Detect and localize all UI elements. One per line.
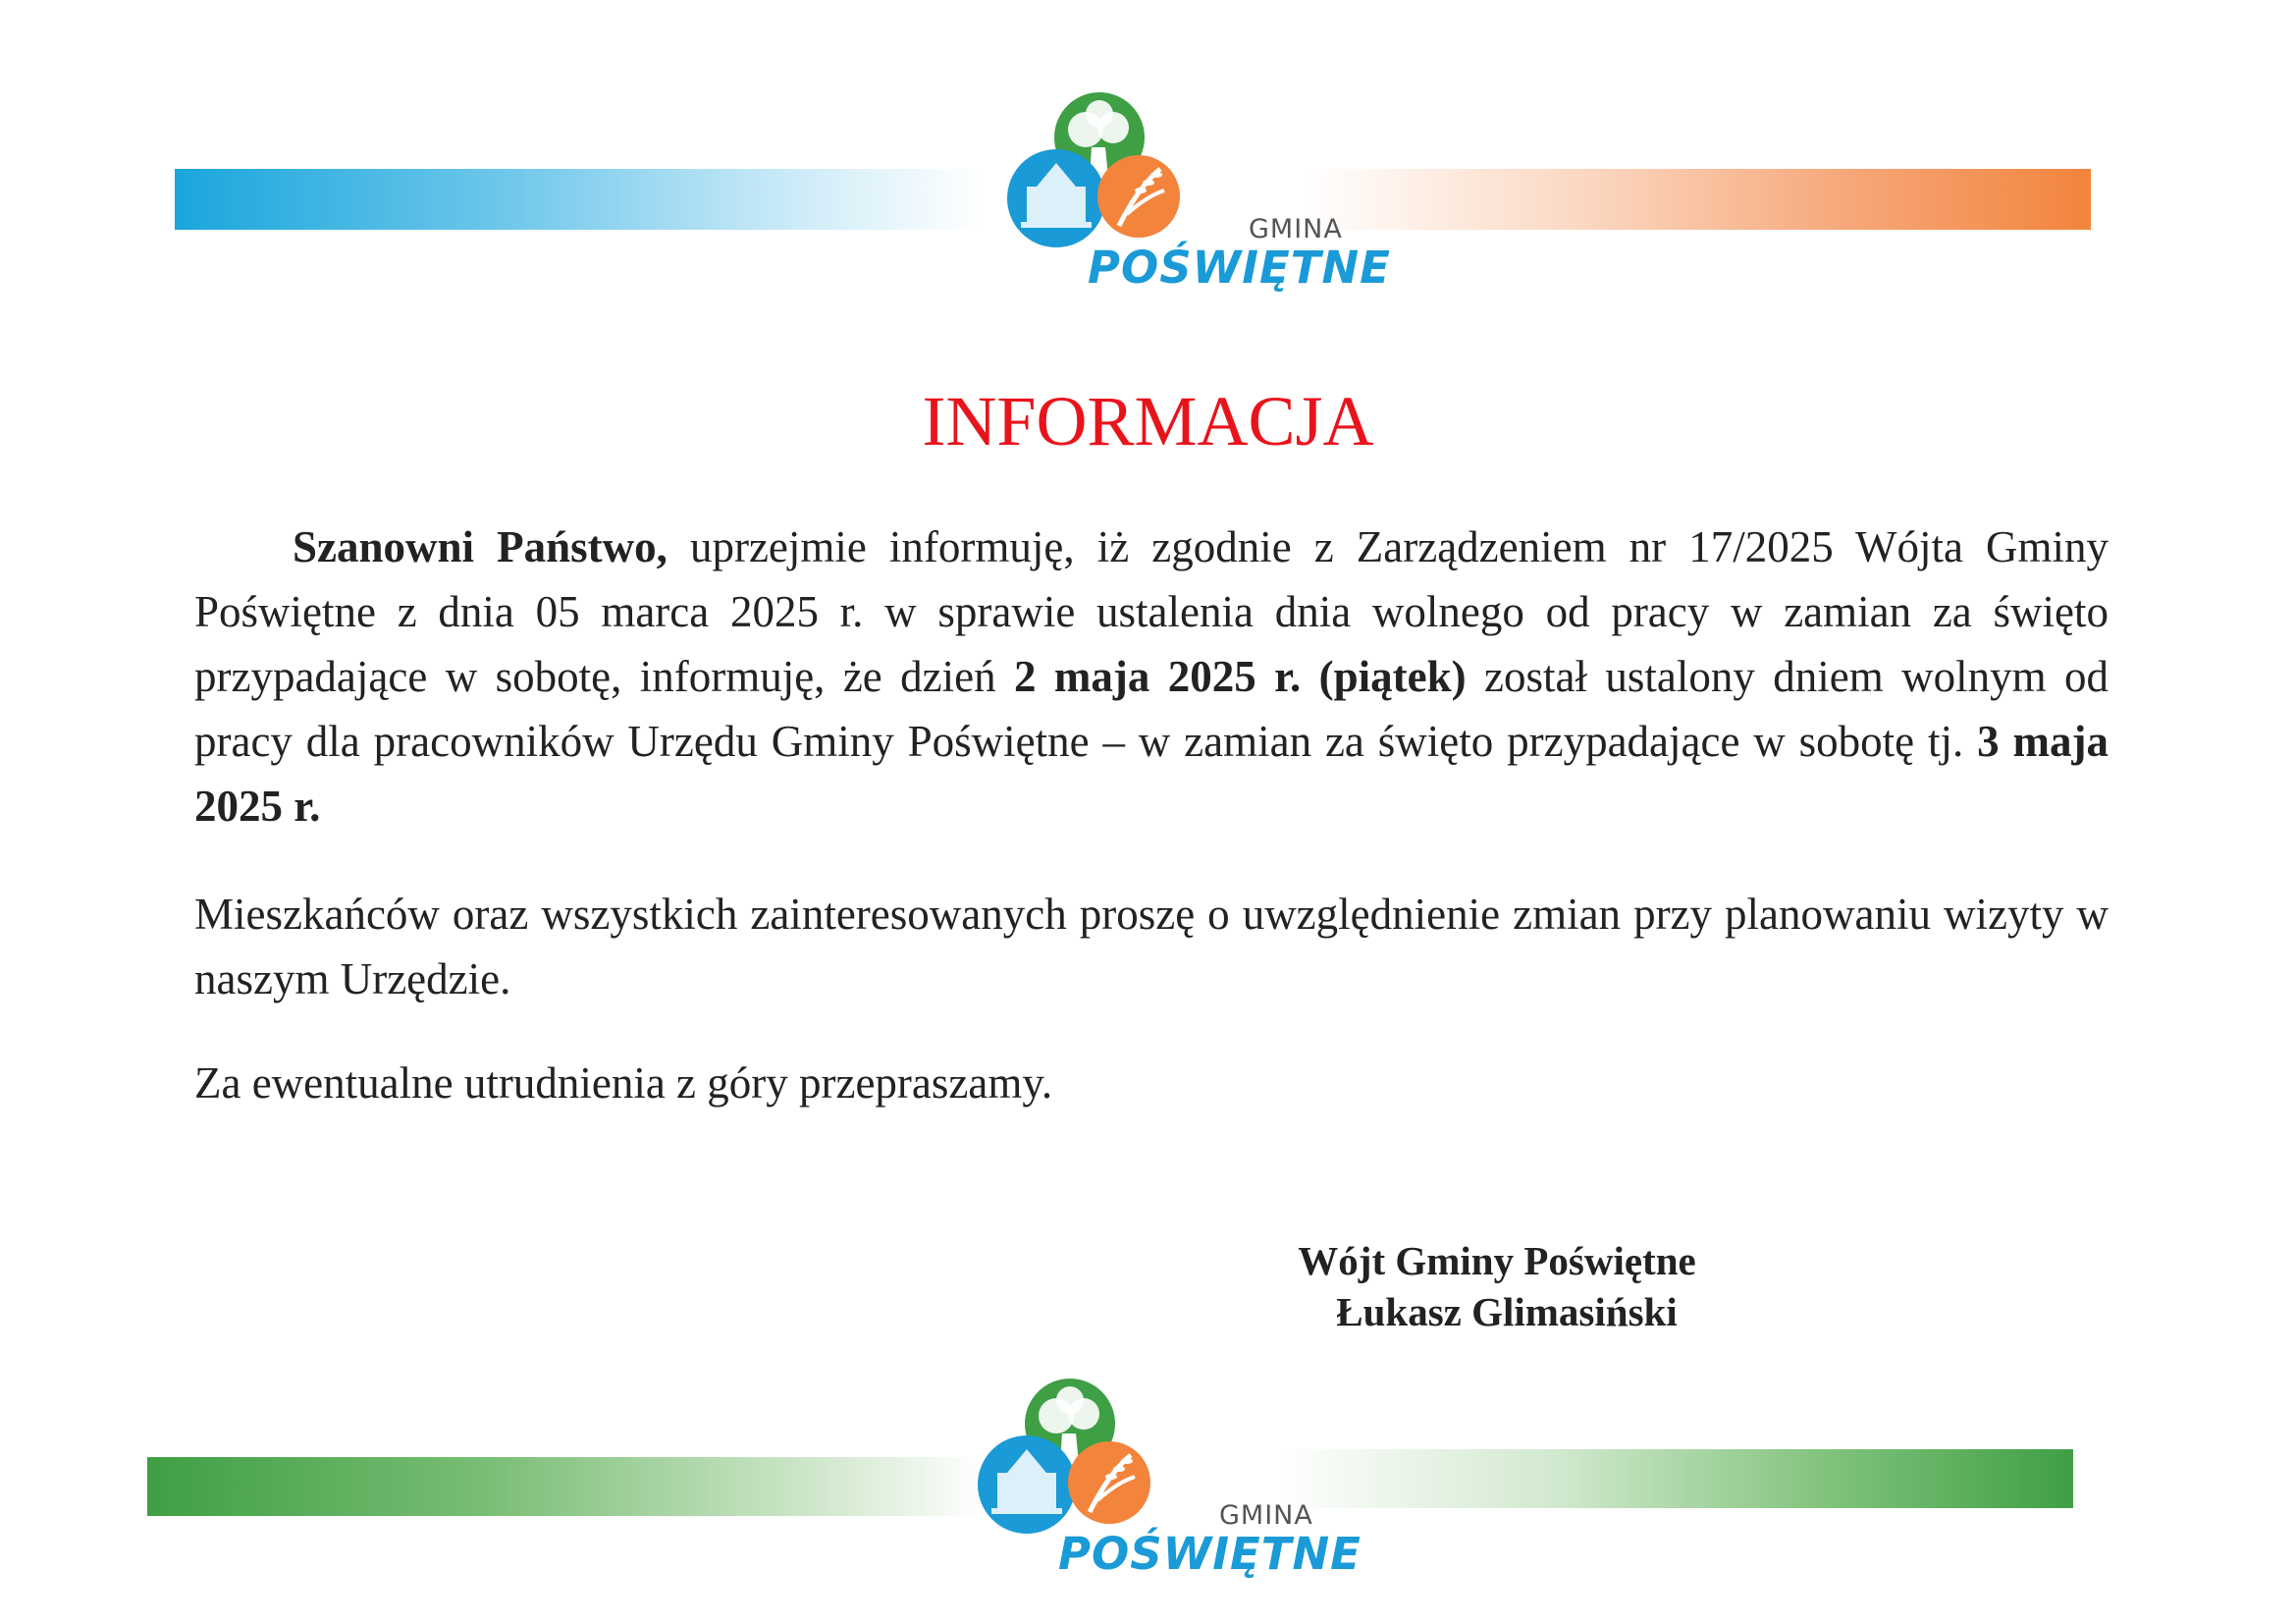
greeting: Szanowni Państwo, (293, 522, 667, 571)
logo-name-label: POŚWIĘTNE (1088, 242, 1391, 294)
paragraph-residents: Mieszkańców oraz wszystkich zainteresowanych proszę o uwzględnienie zmian przy planowaniu wizyty w naszym Urzędzie. (194, 890, 2109, 1003)
signature-name: Łukasz Glimasiński (1336, 1289, 1678, 1334)
logo-gmina-label: GMINA (1219, 1500, 1313, 1531)
header-band-orange (1306, 169, 2091, 230)
logo-gmina-label: GMINA (1249, 214, 1343, 244)
paragraph-apology: Za ewentualne utrudnienia z góry przepraszamy. (194, 1058, 1053, 1108)
footer-band-green-left (147, 1457, 982, 1516)
logo-name-label: POŚWIĘTNE (1058, 1528, 1362, 1580)
day-off-date: 2 maja 2025 r. (piątek) (1014, 652, 1467, 701)
header-band-blue (175, 169, 980, 230)
header-logo (991, 88, 1391, 324)
paragraph-main-text-b: został ustalony dniem wolnym od pracy dla pracowników Urzędu Gminy Poświętne – w zamian za święto przypadające w sobotę tj. (194, 652, 2109, 766)
holiday-date: 3 maja 2025 r. (194, 717, 2109, 831)
footer-logo (962, 1375, 1362, 1610)
paragraph-main (194, 514, 2109, 839)
signature-role: Wójt Gminy Poświętne (1298, 1238, 1696, 1283)
paragraph-main-text-a: uprzejmie informuję, iż zgodnie z Zarządzeniem nr 17/2025 Wójta Gminy Poświętne z dnia 05 marca 2025 r. w sprawie ustalenia dnia wolnego od pracy w zamian za święto przypadające w sobotę, informuję, że dzień (194, 522, 2109, 701)
footer-band-green-right (1276, 1449, 2073, 1508)
document-title: INFORMACJA (922, 382, 1374, 460)
